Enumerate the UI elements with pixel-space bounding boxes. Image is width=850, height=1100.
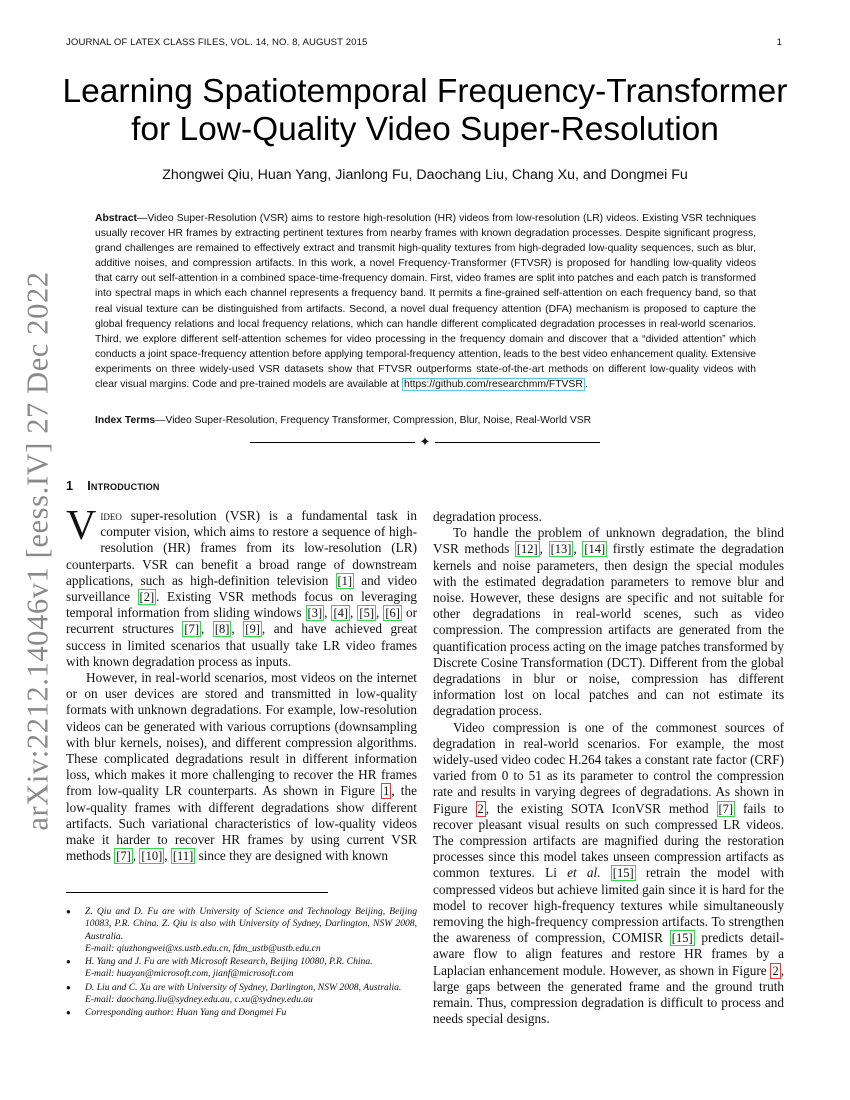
- text-run: firstly estimate the degradation kernels and noise parameters, then design the special modules with the estimated degradation parameters to remove blur and noise. However, these designs are specific and not suitable for other degradations in real-world scenes, such as video compression. The compression artifacts are generated from the quantification process acting on the image patches transformed by Discrete Cosine Transformation (DCT). Different from the global degradations in blur or noise, compression has different information lost on local patches and can not estimate its degradation process.: [433, 541, 785, 719]
- text-run: ,: [200, 621, 213, 637]
- footnote-affiliation: H. Yang and J. Fu are with Microsoft Research, Beijing 10080, P.R. China.: [85, 956, 373, 968]
- text-run: , large gaps between the generated frame and the ground truth remain. Thus, compression degradation is difficult to process and needs special designs.: [433, 962, 784, 1027]
- right-column: [433, 509, 784, 1028]
- abstract-end: .: [584, 379, 588, 391]
- text-run: ,: [573, 541, 583, 557]
- text-run: ,: [132, 848, 140, 864]
- footnote-item: [66, 906, 417, 955]
- text-run: , and have achieved great success in limited scenarios that usually take LR video frames with known degradation process as inputs.: [66, 621, 418, 669]
- text-run: , the existing SOTA IconVSR method: [485, 800, 717, 816]
- section-heading: [66, 479, 160, 493]
- footnote-item: [66, 1007, 417, 1019]
- footnote-email: E-mail: daochang.liu@sydney.edu.au, c.xu@sydney.edu.au: [85, 994, 313, 1006]
- text-run: ,: [324, 605, 332, 621]
- footnote-affiliation: Z. Qiu and D. Fu are with University of Science and Technology Beijing, Beijing 10083, P.R. China. Z. Qiu is also with University of Sydney, Darlington, NSW 2008, Australia.: [85, 906, 417, 942]
- text-run: ,: [231, 621, 244, 637]
- citation-link[interactable]: [7]: [718, 801, 734, 816]
- text-run: Video compression is one of the commonest sources of degradation in real-world scenarios. For example, the most widely-used video codec H.264 takes a constant rate factor (CRF) varied from 0 to 51 as its parameter to control the compression rate and results in varying degrees of degradations. As shown in Figure: [433, 719, 784, 816]
- index-terms-label: Index Terms: [95, 415, 156, 426]
- section-number: 1: [66, 479, 74, 493]
- text-run: [601, 865, 611, 880]
- paper-title: [40, 73, 810, 149]
- abstract-label: Abstract: [95, 213, 137, 224]
- index-terms-text: —Video Super-Resolution, Frequency Transformer, Compression, Blur, Noise, Real-World VSR: [155, 415, 592, 426]
- intro-paragraph-4: [433, 720, 784, 1028]
- intro-paragraph-2: [66, 670, 417, 864]
- separator-line-right: [435, 442, 600, 443]
- citation-link[interactable]: [9]: [245, 622, 260, 637]
- footnote-corresponding-author: Corresponding author: Huan Yang and Dongmei Fu: [85, 1007, 287, 1019]
- separator-line-left: [250, 442, 415, 443]
- text-run: or recurrent structures: [66, 605, 417, 637]
- running-header: [66, 37, 782, 48]
- citation-link[interactable]: [14]: [584, 542, 606, 557]
- drop-cap: V: [66, 503, 97, 549]
- footnote-item: [66, 956, 417, 981]
- text-run: . Existing VSR methods focus on leveraging temporal information from sliding windows: [66, 589, 417, 621]
- section-title: Introduction: [87, 479, 160, 493]
- citation-link[interactable]: [7]: [116, 849, 131, 864]
- text-run: To handle the problem of unknown degradation, the blind VSR methods: [433, 525, 784, 557]
- citation-link[interactable]: [6]: [385, 606, 400, 621]
- title-line-1: Learning Spatiotemporal Frequency-Transformer: [62, 73, 788, 110]
- intro-paragraph-1: [66, 503, 418, 670]
- citation-link[interactable]: [15]: [612, 866, 634, 881]
- text-run: ,: [350, 605, 358, 621]
- bullet-icon: ●: [66, 982, 71, 992]
- bullet-icon: ●: [66, 957, 71, 967]
- intro-paragraph-3: [433, 525, 784, 719]
- citation-link[interactable]: [4]: [333, 606, 349, 621]
- code-url-link[interactable]: https://github.com/researchmm/FTVSR: [404, 379, 583, 391]
- footnote-email: E-mail: qiuzhongwei@xs.ustb.edu.cn, fdm_ustb@ustb.edu.cn: [85, 942, 321, 954]
- journal-name: JOURNAL OF LATEX CLASS FILES, VOL. 14, NO. 8, AUGUST 2015: [66, 37, 368, 48]
- text-run: predicts detail-aware flow to align features and restore HR frames by a Laplacian enhancement module. However, as shown in Figure: [433, 930, 784, 978]
- citation-link[interactable]: [1]: [337, 573, 353, 588]
- citation-link[interactable]: [13]: [550, 542, 572, 557]
- text-run: retrain the model with compressed videos but achieve limited gain since it is hard for the model to recover high-frequency textures while simultaneously removing the high-frequency compression artifacts. To strengthen the awareness of compression, COMISR: [433, 865, 785, 946]
- citation-link[interactable]: [11]: [172, 849, 194, 864]
- left-column: [66, 503, 418, 864]
- figure-reference-link[interactable]: 2: [477, 801, 484, 816]
- footnote-affiliation: D. Liu and C. Xu are with University of Sydney, Darlington, NSW 2008, Australia.: [85, 981, 402, 993]
- text-run: fails to recover pleasant visual results on such compressed LR videos. The compression artifacts are magnified during the restoration processes since this model takes unseen compression artifacts as common textures. Li: [433, 800, 785, 881]
- text-run: , the low-quality frames with different degradations show different artifacts. Such variational characteristics of low-quality videos make it harder to recover HR frames by using current VSR methods: [66, 783, 417, 864]
- citation-link[interactable]: [2]: [139, 590, 155, 605]
- text-run: However, in real-world scenarios, most videos on the internet or on user devices are stored and transmitted in low-quality formats with unknown degradations. For example, low-resolution videos can be generated with various corruptions (downsampling with blur kernels, noises), and different compression algorithms. These complicated degradations result in different information loss, which makes it more challenging to recover the HR frames from low-quality LR counterparts. As shown in Figure: [66, 670, 417, 799]
- author-list: Zhongwei Qiu, Huan Yang, Jianlong Fu, Daochang Liu, Chang Xu, and Dongmei Fu: [162, 167, 688, 183]
- footnote-email: E-mail: huayan@microsoft.com, jianf@microsoft.com: [85, 968, 294, 980]
- abstract: [95, 211, 756, 392]
- arxiv-identifier-stamp: arXiv:2212.14046v1 [eess.IV] 27 Dec 2022: [20, 271, 55, 831]
- section-separator: [250, 433, 600, 451]
- intro-paragraph-continued: degradation process.: [433, 509, 542, 524]
- drop-cap-continuation: ideo: [100, 508, 122, 523]
- text-run: ,: [164, 848, 171, 864]
- text-run: ,: [539, 541, 549, 557]
- et-al-text: et al.: [567, 865, 601, 881]
- citation-link[interactable]: [3]: [307, 606, 323, 621]
- figure-reference-link[interactable]: 2: [772, 963, 779, 978]
- footnote-item: [66, 982, 417, 1007]
- citation-link[interactable]: [5]: [359, 606, 374, 621]
- citation-link[interactable]: [10]: [141, 849, 163, 864]
- title-line-2: for Low-Quality Video Super-Resolution: [131, 111, 719, 148]
- page-number: 1: [776, 37, 782, 48]
- figure-reference-link[interactable]: 1: [383, 784, 390, 799]
- text-run: ,: [375, 605, 384, 621]
- text-run: super-resolution (VSR) is a fundamental task in computer vision, which aims to restore a sequence of high-resolution (HR) frames from its low-resolution (LR) counterparts. VSR can benefit a broad range of downstream applications, such as high-definition television: [66, 508, 417, 588]
- bullet-icon: ●: [66, 1008, 71, 1018]
- citation-link[interactable]: [7]: [184, 622, 199, 637]
- separator-diamond-icon: ✦: [419, 434, 431, 449]
- text-run: and video surveillance: [66, 572, 417, 605]
- footnotes: [66, 906, 417, 1021]
- citation-link[interactable]: [12]: [516, 542, 538, 557]
- bullet-icon: ●: [66, 907, 71, 916]
- index-terms: [95, 413, 756, 428]
- footnote-rule: [66, 892, 328, 893]
- citation-link[interactable]: [15]: [671, 931, 693, 946]
- citation-link[interactable]: [8]: [214, 622, 230, 637]
- abstract-text: —Video Super-Resolution (VSR) aims to restore high-resolution (HR) videos from low-resolution (LR) videos. Existing VSR techniques usually recover HR frames by extracting pertinent textures from nearby frames with known degradation processes. Despite significant progress, grand challenges are remained to effectively extract and transmit high-quality textures from high-degraded low-quality sequences, such as blur, additive noises, and compression artifacts. In this work, a novel Frequency-Transformer (FTVSR) is proposed for handling low-quality videos that carry out self-attention in a combined space-time-frequency domain. First, video frames are split into patches and each patch is transformed into spectral maps in which each channel represents a frequency band. It permits a fine-grained self-attention on each frequency band, so that real visual texture can be distinguished from artifacts. Second, a novel dual frequency attention (DFA) mechanism is proposed to capture the global frequency relations and local frequency relations, which can handle different complicated degradation processes in real-world scenarios. Third, we explore different self-attention schemes for video processing in the frequency domain and discover that a “divided attention” which conducts a joint space-frequency attention before applying temporal-frequency attention, leads to the best video enhancement quality. Extensive experiments on three widely-used VSR datasets show that FTVSR outperforms state-of-the-art methods on different low-quality videos with clear visual margins. Code and pre-trained models are available at: [95, 213, 756, 391]
- text-run: since they are designed with known: [195, 848, 389, 864]
